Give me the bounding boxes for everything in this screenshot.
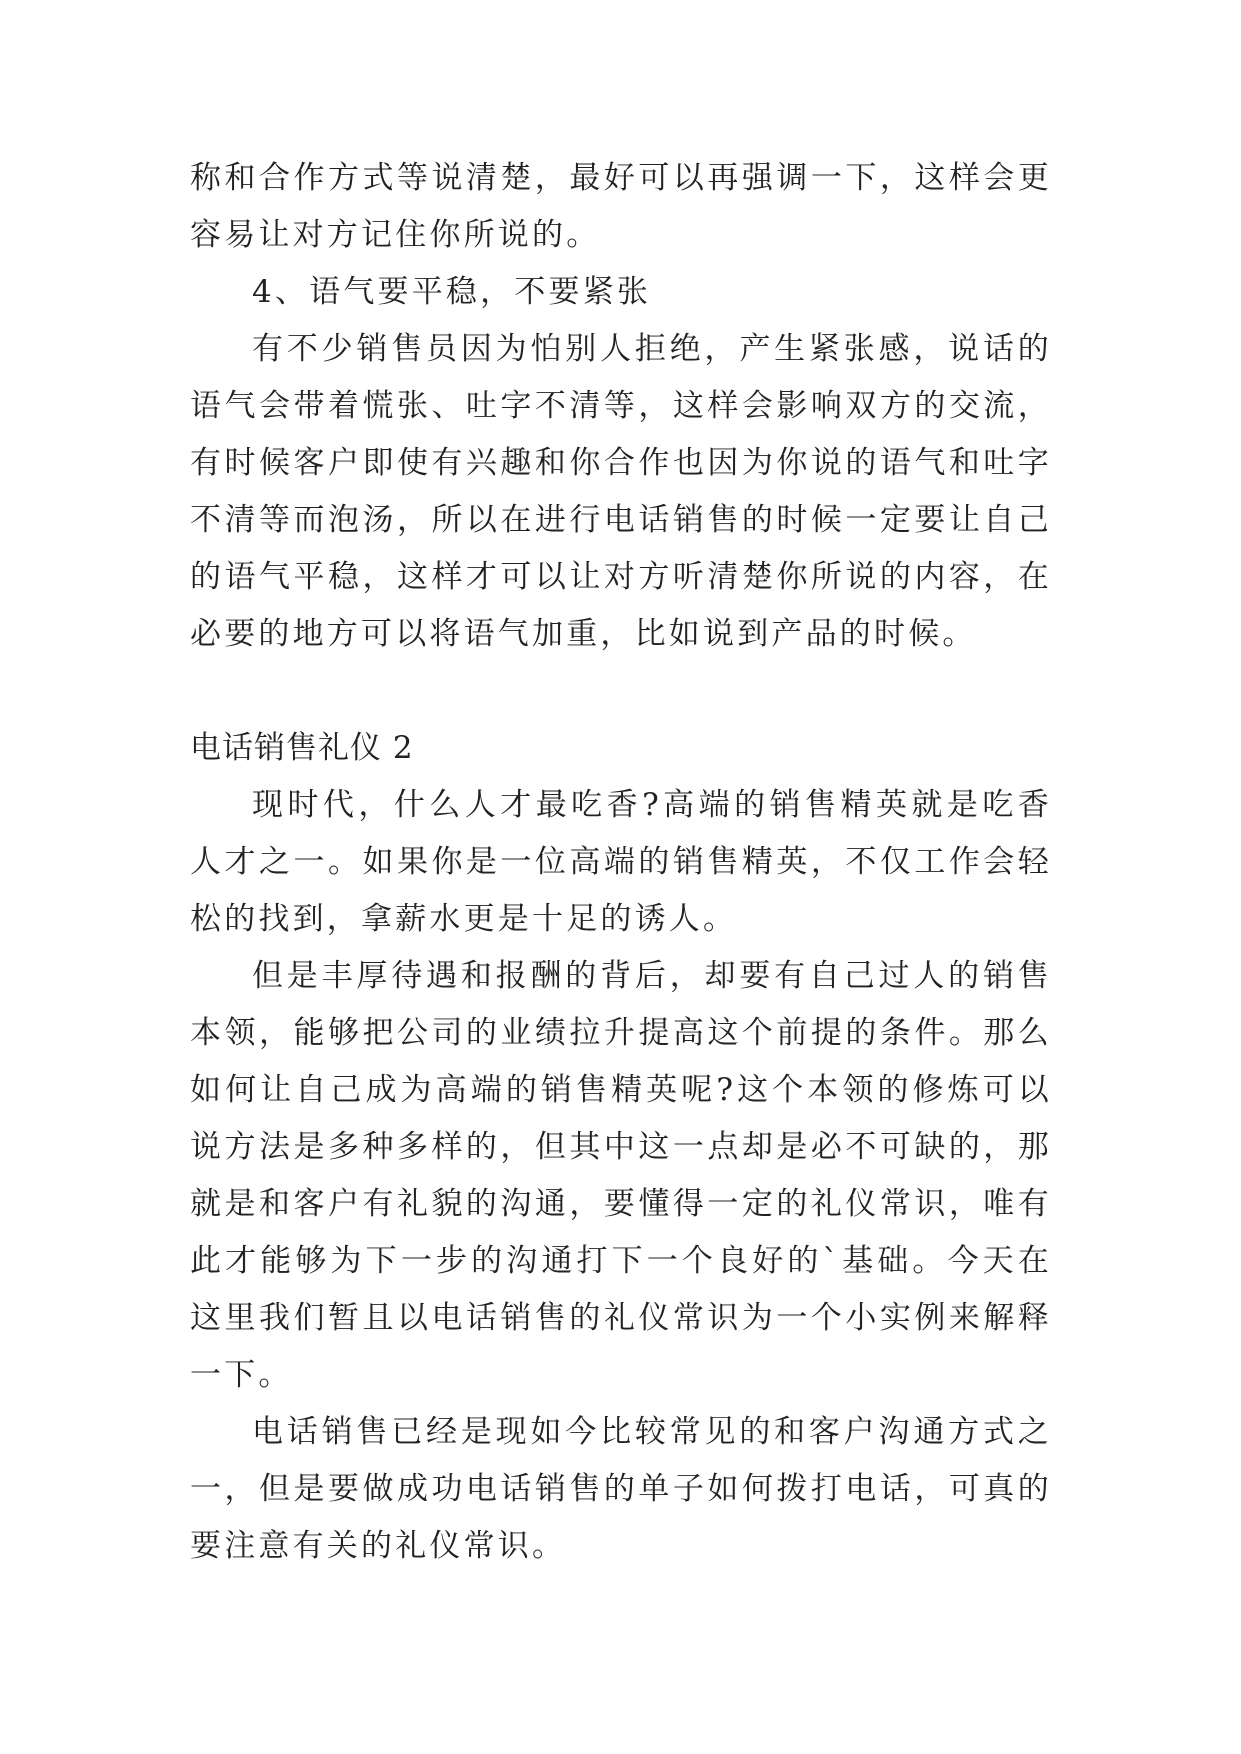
body-paragraph: 电话销售已经是现如今比较常见的和客户沟通方式之一，但是要做成功电话销售的单子如何拨打电话，可真的要注意有关的礼仪常识。 [190,1414,1052,1564]
body-paragraph: 现时代，什么人才最吃香?高端的销售精英就是吃香人才之一。如果你是一位高端的销售精英，不仅工作会轻松的找到，拿薪水更是十足的诱人。 [190,787,1052,937]
document-body [190,150,1052,1575]
body-paragraph: 有不少销售员因为怕别人拒绝，产生紧张感，说话的语气会带着慌张、吐字不清等，这样会影响双方的交流，有时候客户即使有兴趣和你合作也因为你说的语气和吐字不清等而泡汤，所以在进行电话销售的时候一定要让自己的语气平稳，这样才可以让对方听清楚你所说的内容，在必要的地方可以将语气加重，比如说到产品的时候。 [190,331,1052,652]
body-paragraph: 但是丰厚待遇和报酬的背后，却要有自己过人的销售本领，能够把公司的业绩拉升提高这个前提的条件。那么如何让自己成为高端的销售精英呢?这个本领的修炼可以说方法是多种多样的，但其中这一点却是必不可缺的，那就是和客户有礼貌的沟通，要懂得一定的礼仪常识，唯有此才能够为下一步的沟通打下一个良好的`基础。今天在这里我们暂且以电话销售的礼仪常识为一个小实例来解释一下。 [190,958,1052,1393]
body-paragraph: 称和合作方式等说清楚，最好可以再强调一下，这样会更容易让对方记住你所说的。 [190,160,1052,253]
subheading-tone: 4、语气要平稳，不要紧张 [252,274,652,310]
section-gap [190,663,1052,720]
section-heading: 电话销售礼仪 2 [190,730,414,766]
